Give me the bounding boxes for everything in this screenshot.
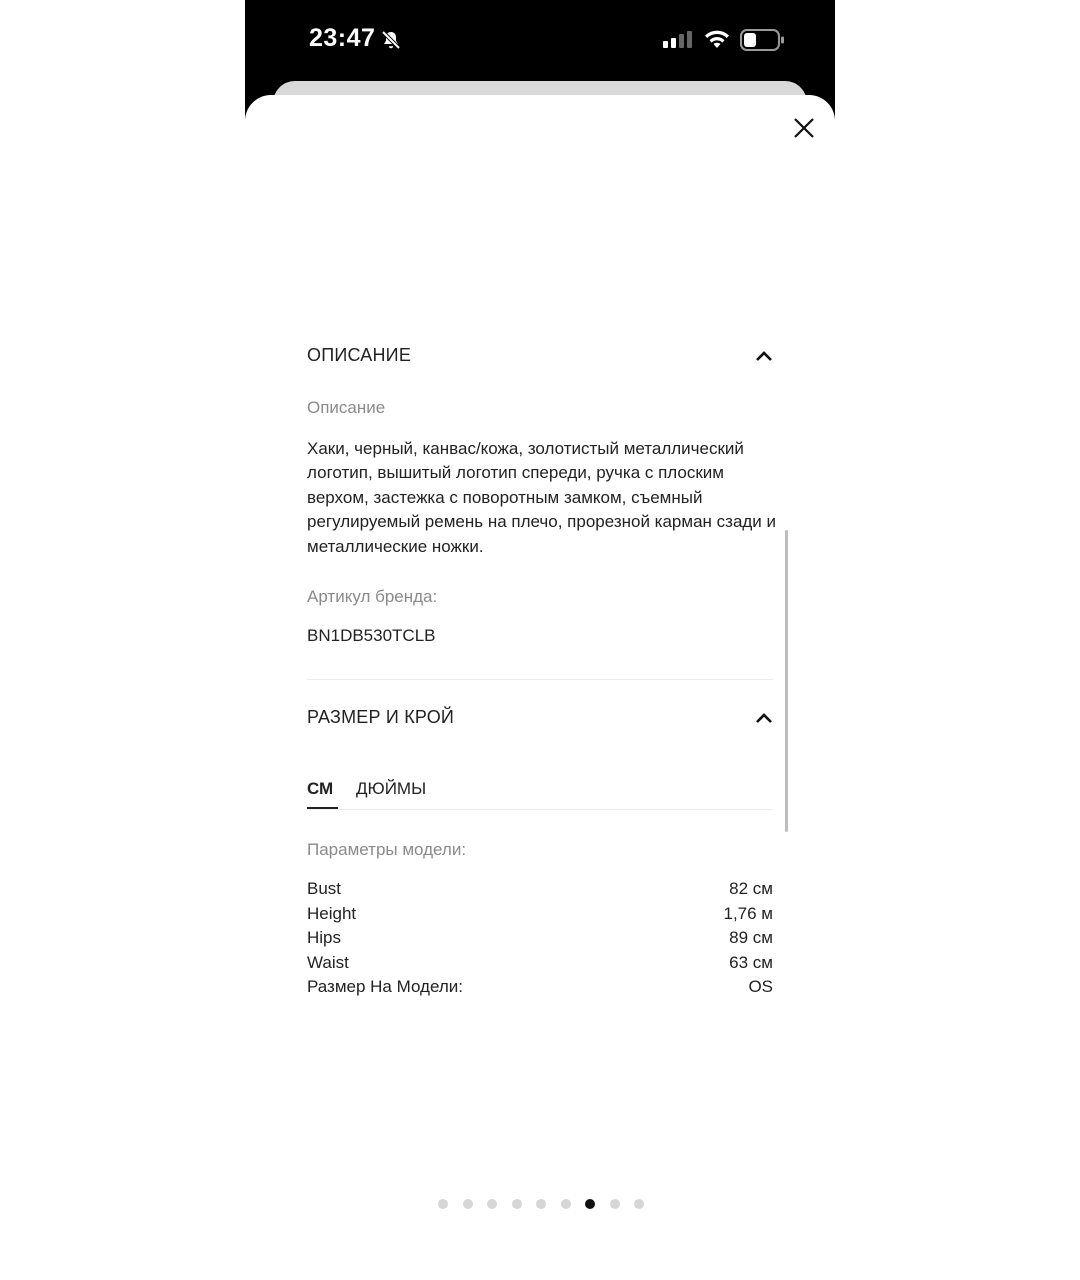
sku-label: Артикул бренда: [307,587,438,606]
chevron-up-icon[interactable] [755,349,773,363]
size-section-title: РАЗМЕР И КРОЙ [307,707,455,727]
cellular-signal-icon [663,30,695,50]
description-section-title: ОПИСАНИЕ [307,345,412,365]
param-name: Bust [307,879,342,898]
pagination-dot[interactable] [487,1199,497,1209]
param-value: OS [748,977,773,997]
tab-inches[interactable]: ДЮЙМЫ [356,779,427,798]
model-params-list [307,877,773,1000]
param-name: Height [307,903,357,923]
pagination-dots [438,1199,644,1209]
battery-icon [740,28,786,52]
description-section-header[interactable] [307,345,773,375]
param-row-bust [307,877,773,902]
param-name: Размер На Модели: [307,977,463,997]
size-section-header[interactable] [307,707,773,737]
pagination-dot[interactable] [561,1199,571,1209]
param-name: Waist [307,952,349,972]
tabs-divider [307,809,773,810]
param-row-model-size [307,975,773,1000]
sku-value: BN1DB530TCLB [307,626,436,645]
param-row-hips [307,926,773,951]
pagination-dot[interactable] [512,1199,522,1209]
param-row-waist [307,951,773,976]
pagination-dot[interactable] [438,1199,448,1209]
bell-slash-icon [380,29,402,51]
param-value: 1,76 м [723,903,773,923]
pagination-dot[interactable] [610,1199,620,1209]
status-time: 23:47 [309,24,376,52]
param-value: 89 см [729,928,773,948]
scrollbar[interactable] [785,530,788,832]
section-divider [307,679,773,680]
pagination-dot[interactable] [463,1199,473,1209]
description-subtitle: Описание [307,398,386,417]
pagination-dot[interactable] [585,1199,595,1209]
close-icon[interactable] [792,116,816,140]
pagination-dot[interactable] [634,1199,644,1209]
pagination-dot[interactable] [536,1199,546,1209]
param-value: 82 см [729,879,773,898]
model-params-label: Параметры модели: [307,840,467,859]
phone-screen [245,0,835,1280]
wifi-icon [703,28,731,50]
description-text: Хаки, черный, канвас/кожа, золотистый металлический логотип, вышитый логотип спереди, ручка с плоским верхом, застежка с поворотным замком, съемный регулируемый ремень на плечо, прорезной карман сзади и металлические ножки. [307,439,777,556]
tab-cm[interactable]: СМ [307,779,334,798]
param-value: 63 см [729,952,773,972]
product-details-sheet [245,95,835,1280]
param-name: Hips [307,928,342,948]
chevron-up-icon[interactable] [755,711,773,725]
param-row-height [307,902,773,927]
